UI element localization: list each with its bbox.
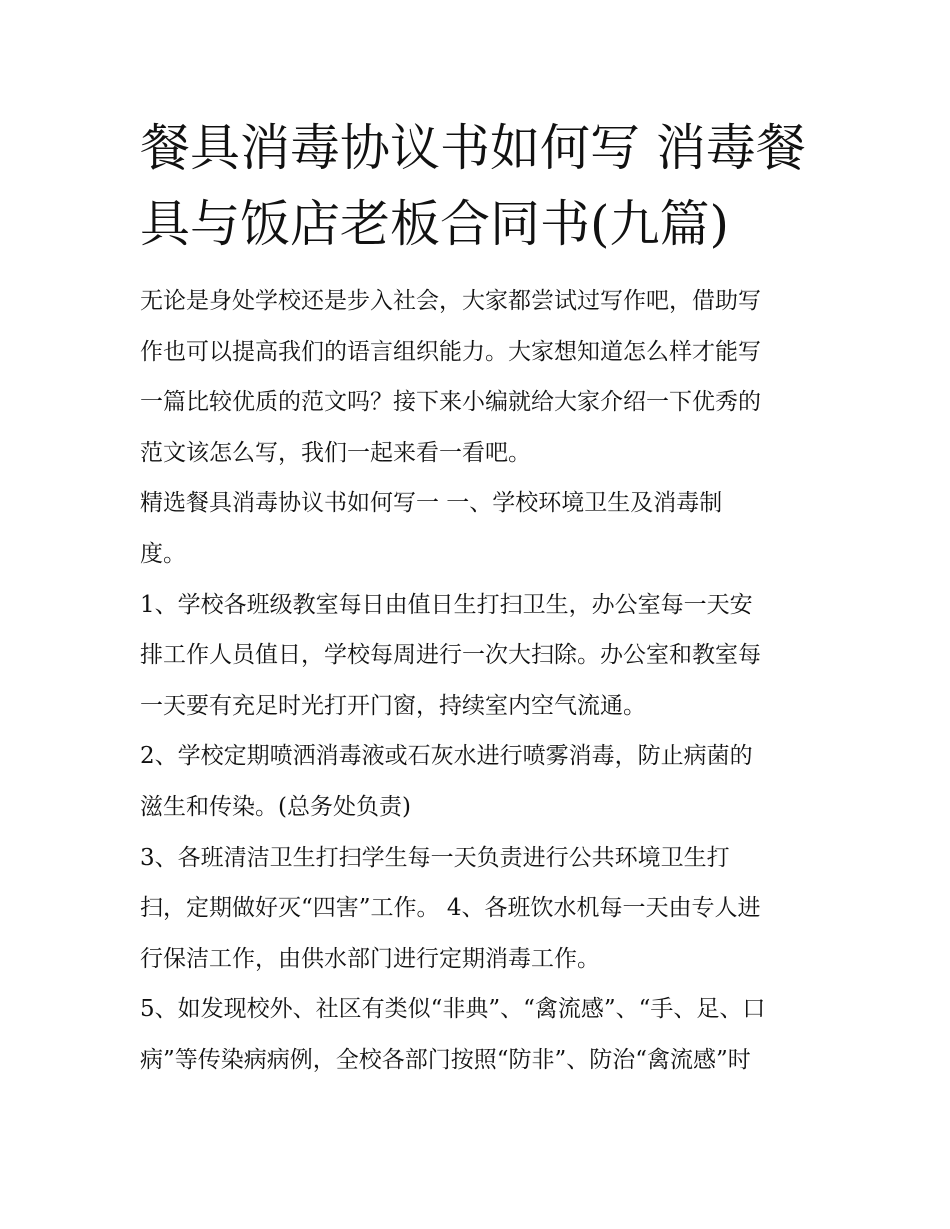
body-line: 精选餐具消毒协议书如何写一 一、学校环境卫生及消毒制 [140, 490, 723, 517]
body-line: 病”等传染病病例，全校各部门按照“防非”、防治“禽流感”时 [140, 1046, 751, 1073]
body-line: 扫，定期做好灭“四害”工作。 4、各班饮水机每一天由专人进 [140, 895, 761, 922]
title-line: 餐具消毒协议书如何写 消毒餐 [140, 119, 806, 177]
body-line: 排工作人员值日，学校每周进行一次大扫除。办公室和教室每 [140, 642, 761, 669]
body-line: 2、学校定期喷洒消毒液或石灰水进行喷雾消毒，防止病菌的 [140, 743, 753, 770]
body-line: 范文该怎么写，我们一起来看一看吧。 [140, 439, 531, 466]
body-line: 无论是身处学校还是步入社会，大家都尝试过写作吧，借助写 [140, 288, 761, 314]
body-line: 5、如发现校外、社区有类似“非典”、“禽流感”、“手、足、口 [140, 996, 766, 1023]
document-body [140, 276, 830, 1086]
body-line: 行保洁工作，由供水部门进行定期消毒工作。 [140, 945, 600, 972]
title-line: 具与饭店老板合同书(九篇) [140, 195, 730, 253]
body-line: 1、学校各班级教室每日由值日生打扫卫生，办公室每一天安 [140, 591, 753, 618]
body-line: 3、各班清洁卫生打扫学生每一天负责进行公共环境卫生打 [140, 844, 730, 871]
body-line: 度。 [140, 540, 186, 567]
document-title [140, 110, 820, 262]
body-line: 一篇比较优质的范文吗？接下来小编就给大家介绍一下优秀的 [140, 389, 761, 416]
body-line: 作也可以提高我们的语言组织能力。大家想知道怎么样才能写 [140, 338, 761, 365]
body-line: 一天要有充足时光打开门窗，持续室内空气流通。 [140, 692, 646, 719]
body-line: 滋生和传染。(总务处负责) [140, 793, 411, 820]
